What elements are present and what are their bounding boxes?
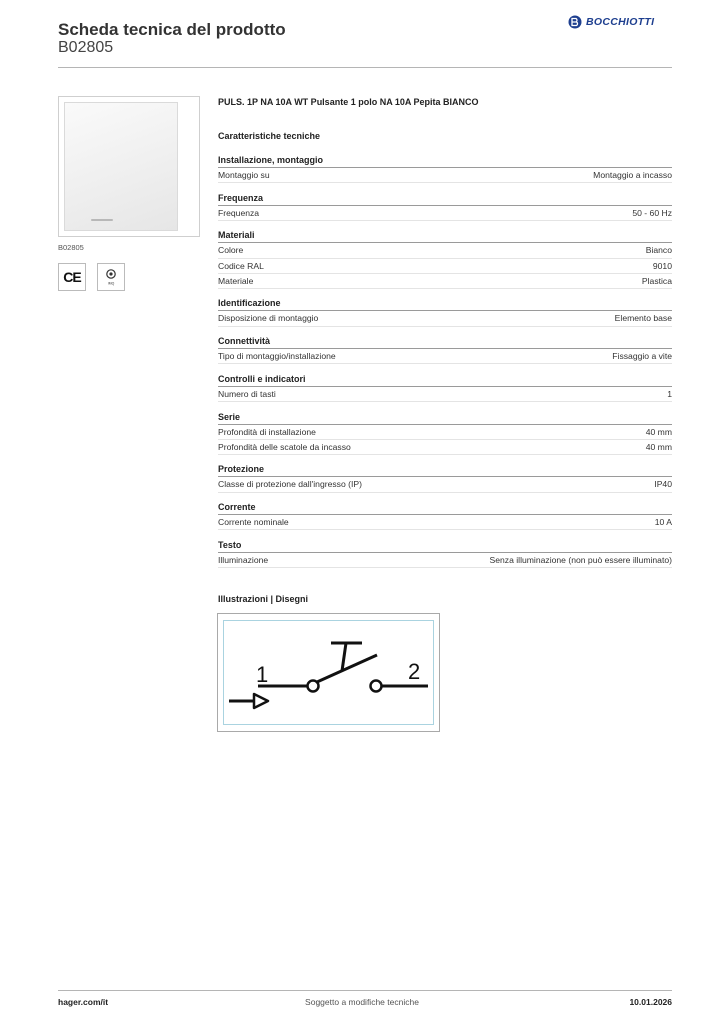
spec-label: Frequenza — [218, 207, 260, 218]
spec-groups — [218, 154, 672, 576]
spec-value: Montaggio a incasso — [593, 170, 672, 180]
footer-date: 10.01.2026 — [629, 997, 672, 1007]
footer-notice: Soggetto a modifiche tecniche — [305, 997, 419, 1007]
brand-logo-icon — [568, 15, 582, 29]
spec-value: Fissaggio a vite — [612, 351, 672, 362]
spec-group-protezione — [218, 463, 672, 492]
spec-label: Codice RAL — [218, 260, 264, 271]
spec-group-controlli — [218, 373, 672, 402]
spec-label: Montaggio su — [218, 170, 270, 180]
footer-website[interactable]: hager.com/it — [58, 997, 109, 1007]
spec-value: 40 mm — [645, 441, 672, 452]
spec-label: Classe di protezione dall'ingresso (IP) — [218, 479, 362, 490]
header-divider — [58, 67, 672, 68]
spec-row — [218, 274, 672, 289]
spec-row — [218, 243, 672, 258]
spec-group-title: Controlli e indicatori — [218, 373, 672, 387]
imq-mark-label: IMQ — [107, 281, 115, 286]
spec-label: Materiale — [218, 275, 254, 286]
spec-label: Illuminazione — [218, 554, 269, 565]
spec-label: Numero di tasti — [218, 388, 276, 399]
wiring-diagram — [217, 613, 440, 732]
footer-divider — [58, 990, 672, 991]
product-plate — [64, 102, 178, 231]
spec-group-title: Protezione — [218, 463, 672, 477]
product-description: PULS. 1P NA 10A WT Pulsante 1 polo NA 10A Pepita BIANCO — [218, 97, 479, 107]
spec-group-frequenza — [218, 192, 672, 221]
spec-value: 10 A — [654, 517, 672, 528]
spec-label: Profondità delle scatole da incasso — [218, 441, 351, 452]
spec-row — [218, 553, 672, 568]
spec-value: Bianco — [645, 245, 672, 256]
brand-name: BOCCHIOTTI — [586, 16, 655, 28]
spec-group-title: Identificazione — [218, 297, 672, 311]
spec-label: Disposizione di montaggio — [218, 313, 319, 324]
spec-value: Plastica — [641, 275, 672, 286]
spec-value: 40 mm — [645, 426, 672, 437]
spec-group-materiali — [218, 229, 672, 289]
product-image-caption: B02805 — [58, 243, 84, 252]
spec-row — [218, 349, 672, 364]
product-image — [58, 96, 200, 237]
spec-label: Profondità di installazione — [218, 426, 316, 437]
spec-row — [218, 425, 672, 440]
spec-label: Tipo di montaggio/installazione — [218, 351, 336, 362]
spec-group-testo — [218, 539, 672, 568]
spec-value: IP40 — [654, 479, 672, 490]
spec-value: 50 - 60 Hz — [632, 207, 672, 218]
spec-label: Corrente nominale — [218, 517, 289, 528]
spec-group-installazione — [218, 154, 672, 183]
spec-row — [218, 168, 672, 183]
spec-group-title: Serie — [218, 411, 672, 425]
switch-blade — [317, 655, 377, 682]
spec-row — [218, 206, 672, 221]
spec-row — [218, 477, 672, 492]
contact-left — [308, 681, 319, 692]
spec-group-title: Installazione, montaggio — [218, 154, 672, 168]
spec-label: Colore — [218, 245, 244, 256]
brand-logo — [568, 15, 654, 29]
spec-group-title: Frequenza — [218, 192, 672, 206]
ce-mark-icon: CE — [58, 263, 86, 291]
spec-group-title: Connettività — [218, 335, 672, 349]
terminal-2-label: 2 — [408, 659, 421, 684]
spec-value: Senza illuminazione (non può essere illuminato) — [489, 554, 672, 565]
arrow-head-icon — [254, 694, 268, 708]
pushbutton-symbol — [224, 621, 432, 723]
spec-value: 1 — [667, 388, 672, 399]
spec-row — [218, 515, 672, 530]
product-code: B02805 — [58, 39, 114, 56]
product-indicator-slot — [91, 219, 113, 221]
specs-heading: Caratteristiche tecniche — [218, 131, 321, 141]
spec-group-title: Corrente — [218, 501, 672, 515]
spec-row — [218, 311, 672, 326]
imq-mark-icon — [97, 263, 125, 291]
spec-group-title: Materiali — [218, 229, 672, 243]
actuator-stem — [342, 643, 346, 671]
spec-group-serie — [218, 411, 672, 455]
spec-row — [218, 259, 672, 274]
spec-group-title: Testo — [218, 539, 672, 553]
illustrations-heading: Illustrazioni | Disegni — [218, 594, 309, 604]
spec-value: 9010 — [652, 260, 672, 271]
spec-value: Elemento base — [614, 313, 672, 324]
spec-group-connettivita — [218, 335, 672, 364]
wiring-diagram-border — [223, 620, 434, 725]
page-title: Scheda tecnica del prodotto — [58, 20, 286, 39]
spec-group-identificazione — [218, 297, 672, 326]
spec-row — [218, 440, 672, 455]
contact-right — [371, 681, 382, 692]
terminal-1-label: 1 — [256, 662, 269, 687]
spec-row — [218, 387, 672, 402]
spec-group-corrente — [218, 501, 672, 530]
